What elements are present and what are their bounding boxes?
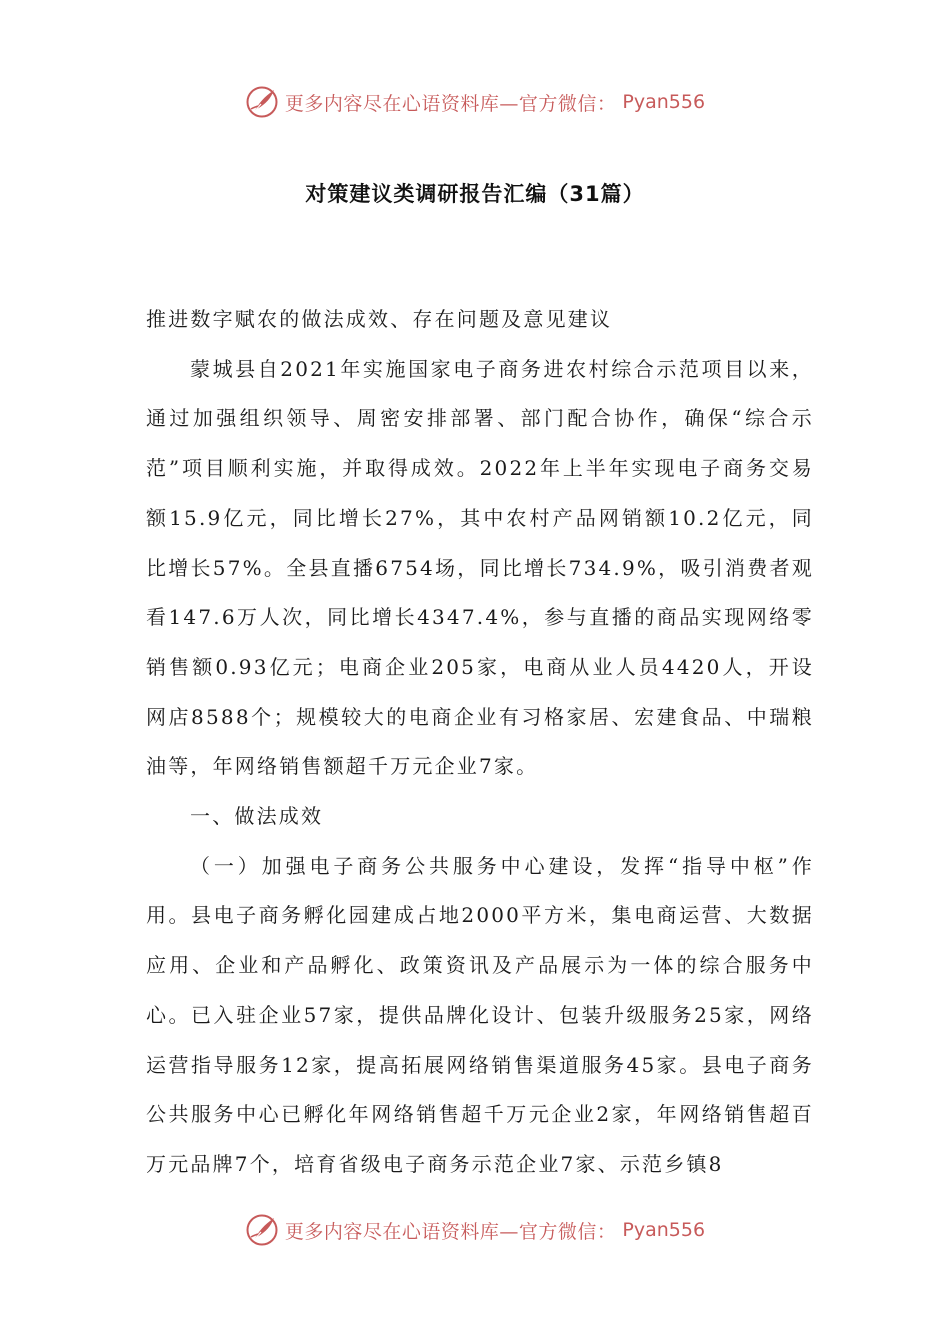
quill-pen-icon	[245, 85, 279, 119]
document-title: 对策建议类调研报告汇编（31篇）	[305, 182, 645, 206]
footer-banner	[0, 1210, 950, 1250]
paragraph-intro: 蒙城县自2021年实施国家电子商务进农村综合示范项目以来，通过加强组织领导、周密安排部署、部门配合协作，确保“综合示范”项目顺利实施，并取得成效。2022年上半年实现电子商务交易额15.9亿元，同比增长27%，其中农村产品网销额10.2亿元，同比增长57%。全县直播6754场，同比增长734.9%，吸引消费者观看147.6万人次，同比增长4347.4%，参与直播的商品实现网络零销售额0.93亿元；电商企业205家，电商从业人员4420人，开设网店8588个；规模较大的电商企业有习格家居、宏建食品、中瑞粮油等，年网络销售额超千万元企业7家。	[146, 356, 814, 779]
banner-text: 更多内容尽在心语资料库—官方微信：	[284, 92, 617, 115]
header-banner	[0, 82, 950, 122]
banner-wechat-id: Pyan556	[622, 91, 706, 113]
quill-pen-icon	[245, 1213, 279, 1247]
paragraph-section-one-heading: 一、做法成效	[190, 804, 324, 829]
banner-text: 更多内容尽在心语资料库—官方微信：	[284, 1220, 617, 1243]
section-heading: 推进数字赋农的做法成效、存在问题及意见建议	[146, 307, 613, 331]
paragraph-item-one: （一）加强电子商务公共服务中心建设，发挥“指导中枢”作用。县电子商务孵化园建成占地2000平方米，集电商运营、大数据应用、企业和产品孵化、政策资讯及产品展示为一体的综合服务中心。已入驻企业57家，提供品牌化设计、包装升级服务25家，网络运营指导服务12家，提高拓展网络销售渠道服务45家。县电子商务公共服务中心已孵化年网络销售超千万元企业2家，年网络销售超百万元品牌7个，培育省级电子商务示范企业7家、示范乡镇8	[146, 853, 814, 1176]
banner-wechat-id: Pyan556	[622, 1219, 706, 1241]
document-body	[146, 295, 814, 1190]
